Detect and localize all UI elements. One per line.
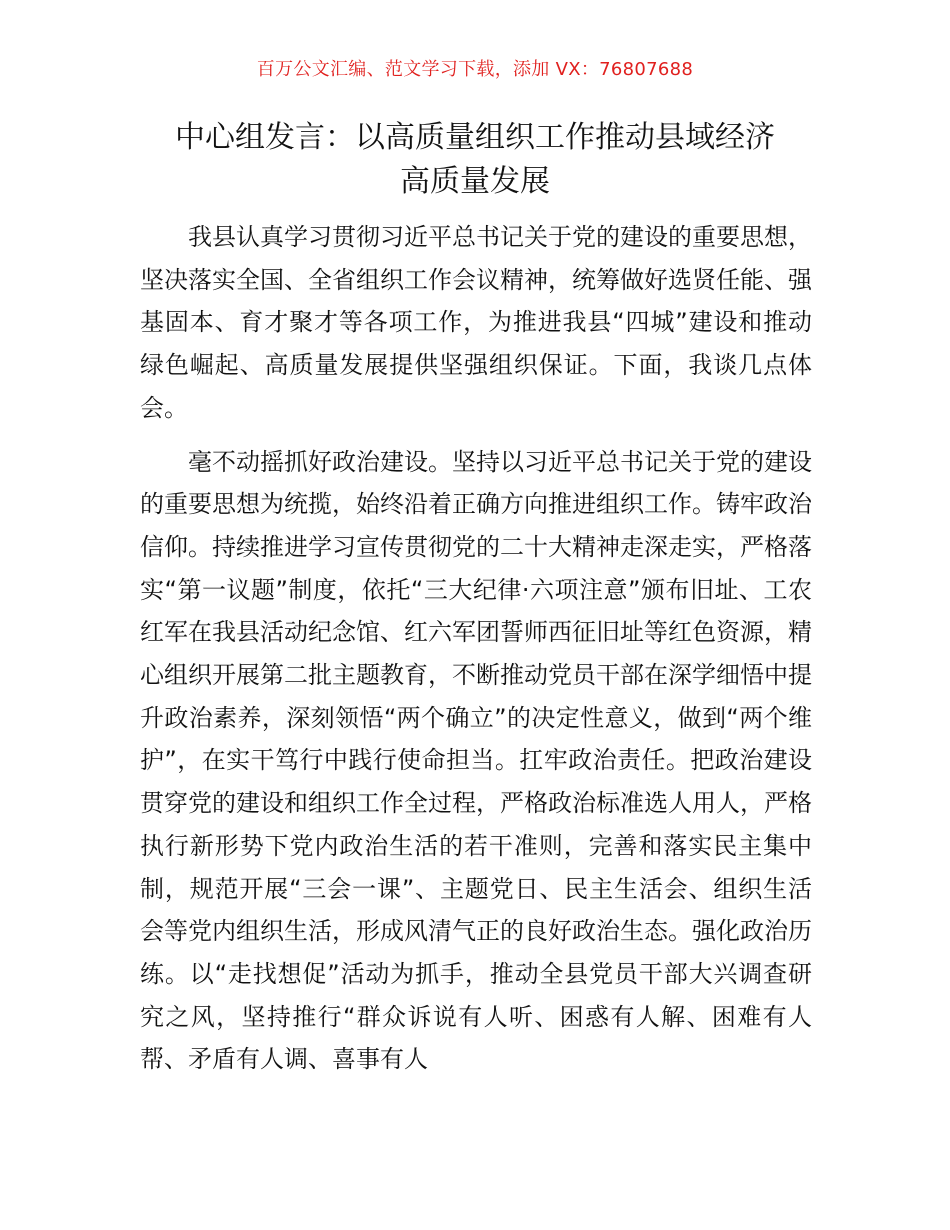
document-title <box>120 116 830 204</box>
header-banner: 百万公文汇编、范文学习下载，添加 VX：76807688 <box>256 59 694 80</box>
title-line-1: 中心组发言：以高质量组织工作推动县域经济 <box>175 120 775 155</box>
document-body <box>140 216 812 1081</box>
paragraph-intro: 我县认真学习贯彻习近平总书记关于党的建设的重要思想，坚决落实全国、全省组织工作会议精神，统筹做好选贤任能、强基固本、育才聚才等各项工作，为推进我县“四城”建设和推动绿色崛起、高质量发展提供坚强组织保证。下面，我谈几点体会。 <box>140 223 812 422</box>
paragraph-political-construction: 毫不动摇抓好政治建设。坚持以习近平总书记关于党的建设的重要思想为统揽，始终沿着正确方向推进组织工作。铸牢政治信仰。持续推进学习宣传贯彻党的二十大精神走深走实，严格落实“第一议题”制度，依托“三大纪律·六项注意”颁布旧址、工农红军在我县活动纪念馆、红六军团誓师西征旧址等红色资源，精心组织开展第二批主题教育，不断推动党员干部在深学细悟中提升政治素养，深刻领悟“两个确立”的决定性意义，做到“两个维护”，在实干笃行中践行使命担当。扛牢政治责任。把政治建设贯穿党的建设和组织工作全过程，严格政治标准选人用人，严格执行新形势下党内政治生活的若干准则，完善和落实民主集中制，规范开展“三会一课”、主题党日、民主生活会、组织生活会等党内组织生活，形成风清气正的良好政治生态。强化政治历练。以“走找想促”活动为抓手，推动全县党员干部大兴调查研究之风，坚持推行“群众诉说有人听、困惑有人解、困难有人帮、矛盾有人调、喜事有人 <box>140 447 812 1074</box>
title-line-2: 高质量发展 <box>400 164 550 199</box>
